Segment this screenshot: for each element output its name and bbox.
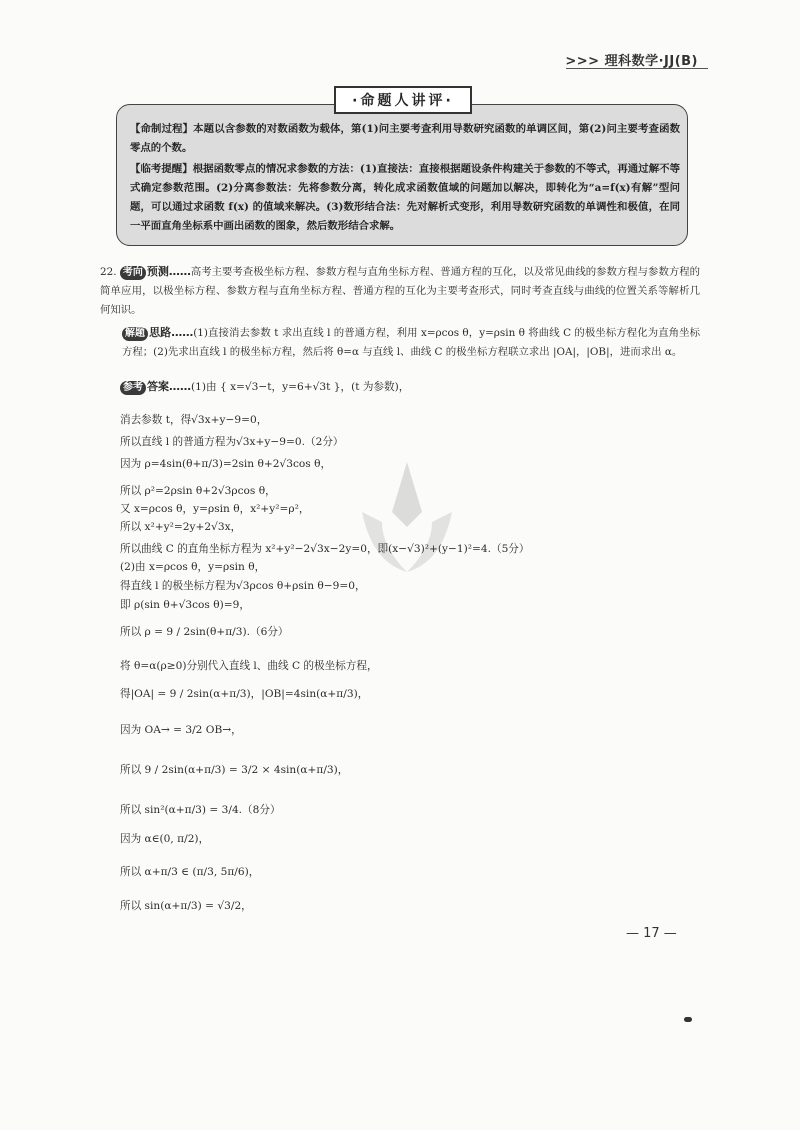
answer-intro <box>120 378 409 395</box>
forecast-badge: 考向 <box>120 266 146 280</box>
answer-label: 答案…… <box>147 380 191 393</box>
solution-line: 所以 sin²(α+π/3) = 3/4.（8分） <box>120 804 281 816</box>
solution-line: 所以 x²+y²=2y+2√3x， <box>120 521 242 533</box>
solution-line: 得|OA| = 9 / 2sin(α+π/3)，|OB|=4sin(α+π/3)， <box>120 688 369 700</box>
approach-label: 思路…… <box>149 326 194 339</box>
question-22 <box>100 262 700 362</box>
approach-paragraph <box>100 323 700 362</box>
solution-line: 因为 α∈(0, π/2)， <box>120 833 210 845</box>
solution-line: 将 θ=α(ρ≥0)分别代入直线 l、曲线 C 的极坐标方程， <box>120 660 378 672</box>
approach-badge: 解题 <box>122 327 148 341</box>
page-number: — 17 — <box>626 926 677 941</box>
solution-line: 又 x=ρcos θ，y=ρsin θ，x²+y²=ρ²， <box>120 503 310 515</box>
solution-line: 所以 α+π/3 ∈ (π/3, 5π/6)， <box>120 866 260 878</box>
solution-line: (2)由 x=ρcos θ，y=ρsin θ， <box>120 561 266 573</box>
solution-line: 因为 ρ=4sin(θ+π/3)=2sin θ+2√3cos θ， <box>120 458 332 470</box>
scan-speck <box>684 1017 692 1022</box>
commentary-paragraph: 【临考提醒】根据函数零点的情况求参数的方法：(1)直接法：直接根据题设条件构建关于参数的不等式，再通过解不等式确定参数范围。(2)分离参数法：先将参数分离，转化成求函数值域的问题加以解决，即转化为“a=f(x)有解”型问题，可以通过求函数 f(x) 的值域来解决。(3)数形结合法：先对解析式变形，利用导数研究函数的单调性和极值，在同一平面直角坐标系中画出函数的图象，然后数形结合求解。 <box>130 163 680 232</box>
watermark-emblem-icon <box>352 452 462 582</box>
solution-line: 所以直线 l 的普通方程为√3x+y−9=0.（2分） <box>120 436 344 448</box>
solution-line: 得直线 l 的极坐标方程为√3ρcos θ+ρsin θ−9=0， <box>120 580 366 592</box>
approach-text: (1)直接消去参数 t 求出直线 l 的普通方程，利用 x=ρcos θ，y=ρsin θ 将曲线 C 的极坐标方程化为直角坐标方程；(2)先求出直线 l 的极坐标方程，然后将 θ=α 与直线 l、曲线 C 的极坐标方程联立求出 |OA|，|OB|，进而求出 α。 <box>122 327 700 358</box>
commentary-title: ·命题人讲评· <box>334 86 472 114</box>
solution-line: 所以曲线 C 的直角坐标方程为 x²+y²−2√3x−2y=0，即(x−√3)²+(y−1)²=4.（5分） <box>120 543 530 555</box>
answer-badge: 参考 <box>120 381 146 395</box>
forecast-text: 高考主要考查极坐标方程、参数方程与直角坐标方程、普通方程的互化，以及常见曲线的参数方程与参数方程的简单应用，以极坐标方程、参数方程与直角坐标方程、普通方程的互化为主要考查形式，同时考查直线与曲线的位置关系等解析几何知识。 <box>100 266 701 316</box>
solution-line: (1)由 { x=√3−t，y=6+√3t }，(t 为参数)， <box>191 381 410 393</box>
question-number: 22. <box>100 266 117 278</box>
forecast-paragraph <box>100 262 700 320</box>
header-rule <box>566 68 708 69</box>
running-header: >>> 理科数学·JJ(B) <box>565 54 698 69</box>
solution-line: 所以 ρ²=2ρsin θ+2√3ρcos θ， <box>120 485 276 497</box>
commentary-paragraph: 【命制过程】本题以含参数的对数函数为载体，第(1)问主要考查利用导数研究函数的单调区间，第(2)问主要考查函数零点的个数。 <box>130 123 680 154</box>
solution-line: 所以 ρ = 9 / 2sin(θ+π/3).（6分） <box>120 626 289 638</box>
commentary-body <box>130 120 680 238</box>
solution-line: 所以 sin(α+π/3) = √3/2， <box>120 900 252 912</box>
forecast-label: 预测…… <box>146 265 191 278</box>
solution-line: 所以 9 / 2sin(α+π/3) = 3/2 × 4sin(α+π/3)， <box>120 764 349 776</box>
solution-line: 因为 OA→ = 3/2 OB→， <box>120 724 242 736</box>
solution-line: 消去参数 t，得√3x+y−9=0， <box>120 414 268 426</box>
solution-line: 即 ρ(sin θ+√3cos θ)=9， <box>120 599 250 611</box>
